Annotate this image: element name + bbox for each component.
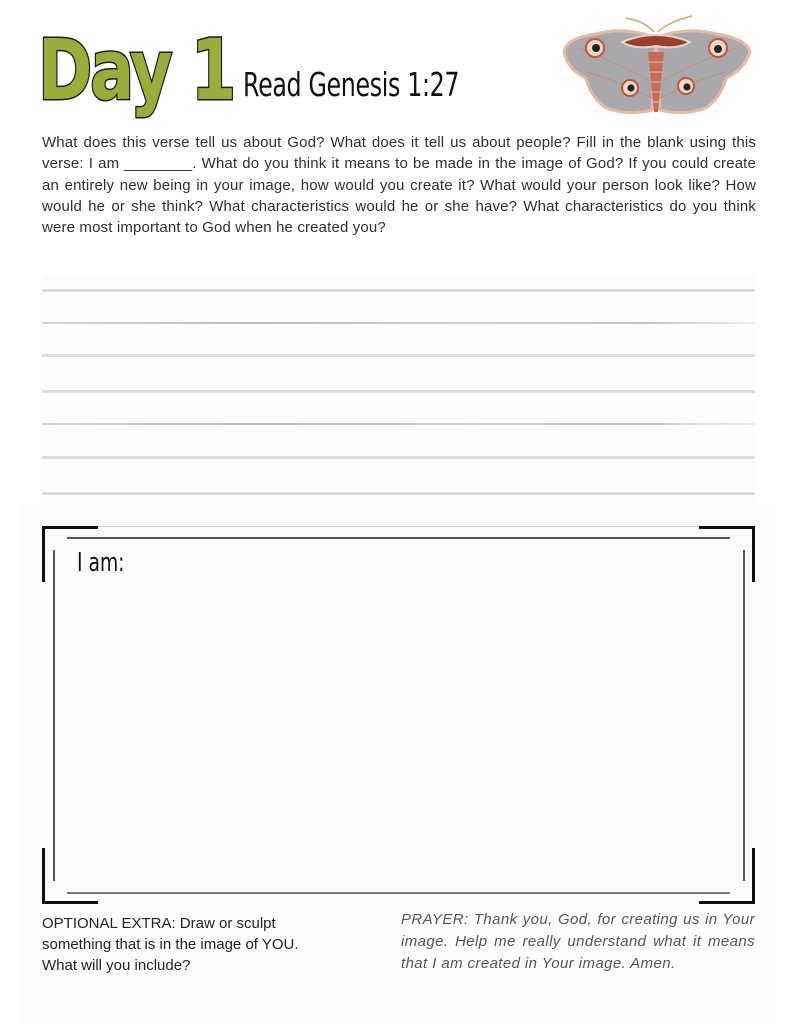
frame-top-faint-line <box>98 526 699 527</box>
writing-line[interactable] <box>42 456 755 459</box>
writing-line[interactable] <box>42 423 755 425</box>
prayer-text: PRAYER: Thank you, God, for creating us in Your image. Help me really understand what it means that I am created in Your image. Amen. <box>401 911 755 972</box>
moth-illustration-icon <box>556 12 756 124</box>
writing-line[interactable] <box>42 354 755 357</box>
optional-extra-text: OPTIONAL EXTRA: Draw or sculpt something that is in the image of YOU. What will you include? <box>42 915 299 974</box>
writing-line[interactable] <box>42 289 755 292</box>
reading-reference: Read Genesis 1:27 <box>243 65 460 104</box>
writing-line[interactable] <box>42 492 755 495</box>
writing-line[interactable] <box>42 322 755 324</box>
reflection-prompt: What does this verse tell us about God? What does it tell us about people? Fill in the blank using this verse: I am ________. What do you think it means to be made in the image of God? If you could create an entirely new being in your image, how would you create it? What would your person look like? How would he or she think? What characteristics would he or she have? What characteristics do you think were most important to God when he created you? <box>42 134 756 237</box>
writing-line[interactable] <box>42 390 755 393</box>
i-am-label: I am: <box>77 548 125 578</box>
day-title: Day 1 <box>38 21 234 119</box>
